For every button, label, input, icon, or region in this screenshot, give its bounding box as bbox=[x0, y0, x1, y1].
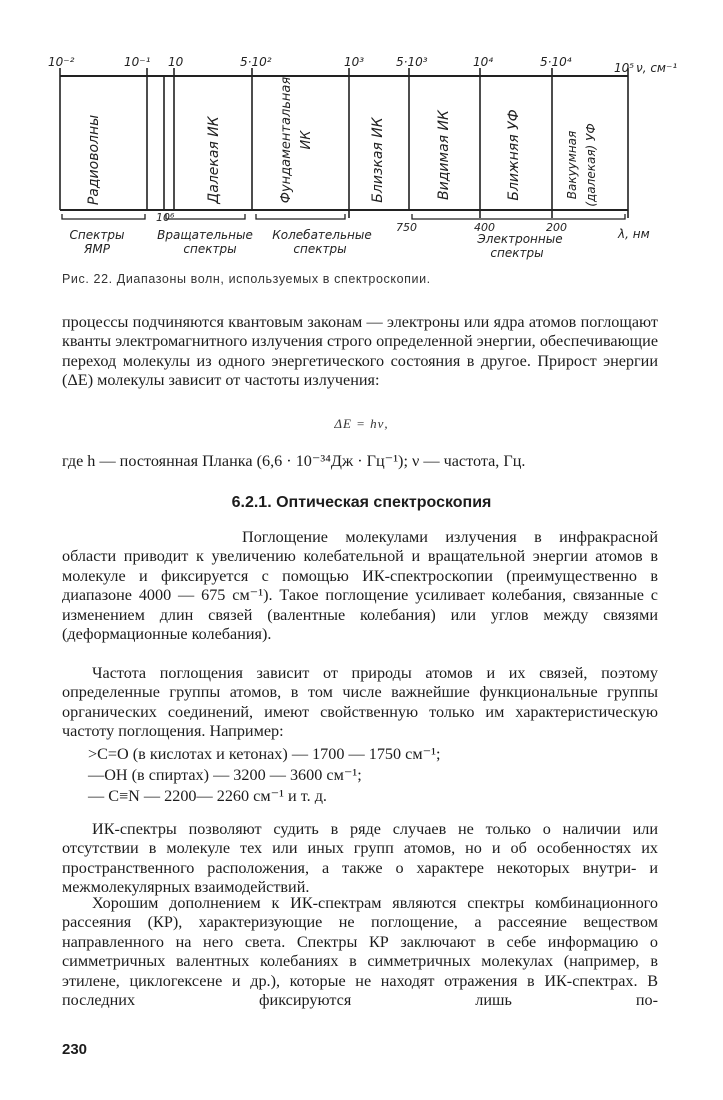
tick-10-minus-1: 10⁻¹ bbox=[124, 55, 151, 69]
label-el-1: Электронные bbox=[477, 232, 563, 246]
tick-400: 400 bbox=[474, 221, 495, 234]
region-far-ir: Далекая ИК bbox=[206, 116, 222, 204]
paragraph-1: процессы подчиняются квантовым законам — электроны или ядра атомов поглощают кванты электромагнитного излучения строго определенной энергии, обеспечивающие переход молекулы из одного энергетического состояния в другое. Прирост энергии (ΔE) молекулы зависит от частоты излучения: bbox=[62, 313, 658, 390]
tick-5e4: 5·10⁴ bbox=[540, 55, 572, 69]
label-rot-1: Вращательные bbox=[157, 228, 253, 242]
paragraph-6: Хорошим дополнением к ИК-спектрам являются спектры комбинационного рассеяния (КР), характеризующие не поглощение, а рассеяние веществом направленного на него света. Спектры КР заключают в себе информацию о симметричных валентных колебаниях в симметричных молекулах (например, в этилене, циклогексене и др.), которые не находят отражения в ИК-спектрах. В последних фиксируются лишь по- bbox=[62, 894, 658, 1010]
region-visible: Видимая ИК bbox=[436, 110, 452, 200]
bottom-axis-unit: λ, нм bbox=[618, 227, 650, 241]
label-rot-2: спектры bbox=[183, 242, 237, 256]
tick-1e5: 10⁵ bbox=[614, 61, 635, 75]
top-axis-unit: ν, см⁻¹ bbox=[636, 61, 678, 75]
paragraph-3-text: Поглощение молекулами излучения в инфракрасной области приводит к увеличению колебательной и вращательной энергии атомов в молекуле и фиксируется с помощью ИК-спектроскопии (преимущественно в диапазоне 4000 — 675 см⁻¹). Такое поглощение усиливает колебания, связанные с изменением длин связей (валентные колебания) или углов между связями (деформационные колебания). bbox=[62, 528, 658, 644]
list-item-carbonyl: >C=O (в кислотах и кетонах) — 1700 — 1750 см⁻¹; bbox=[88, 745, 441, 763]
region-vac-uv-line1: Вакуумная bbox=[565, 130, 579, 200]
region-fund-ir-line2: ИК bbox=[299, 130, 314, 150]
region-fund-ir-line1: Фундаментальная bbox=[279, 76, 294, 204]
tick-1e4: 10⁴ bbox=[473, 55, 494, 69]
tick-10-minus-2: 10⁻² bbox=[48, 55, 75, 69]
label-nmr-2: ЯМР bbox=[84, 242, 110, 256]
paragraph-2: где h — постоянная Планка (6,6 · 10⁻³⁴Дж · Гц⁻¹); ν — частота, Гц. bbox=[62, 452, 526, 470]
label-vib-1: Колебательные bbox=[272, 228, 372, 242]
figure-caption: Рис. 22. Диапазоны волн, используемых в спектроскопии. bbox=[62, 272, 431, 286]
wavelength-ranges-figure bbox=[0, 0, 723, 270]
paragraph-3 bbox=[62, 528, 658, 644]
formula: ΔE = hν, bbox=[334, 416, 389, 431]
tick-10: 10 bbox=[168, 55, 184, 69]
section-heading: 6.2.1. Оптическая спектроскопия bbox=[231, 494, 492, 511]
region-near-uv: Ближняя УФ bbox=[506, 109, 522, 201]
region-near-ir: Близкая ИК bbox=[370, 117, 386, 203]
region-vac-uv-line2: (далекая) УФ bbox=[584, 123, 598, 207]
tick-5e2: 5·10² bbox=[240, 55, 272, 69]
list-item-nitrile: — C≡N — 2200— 2260 см⁻¹ и т. д. bbox=[88, 787, 327, 805]
tick-200: 200 bbox=[546, 221, 567, 234]
paragraph-5: ИК-спектры позволяют судить в ряде случаев не только о наличии или отсутствии в молекуле тех или иных групп атомов, но и об особенностях их пространственного расположения, а также о характере некоторых внутри- и межмолекулярных взаимодействий. bbox=[62, 820, 658, 897]
label-el-2: спектры bbox=[490, 246, 544, 260]
paragraph-4: Частота поглощения зависит от природы атомов и их связей, поэтому определенные группы атомов, в том числе важнейшие функциональные группы органических соединений, имеют свойственную только им характеристическую частоту поглощения. Например: bbox=[62, 664, 658, 741]
list-item-hydroxyl: —OH (в спиртах) — 3200 — 3600 см⁻¹; bbox=[88, 766, 362, 784]
label-nmr-1: Спектры bbox=[69, 228, 125, 242]
tick-5e3: 5·10³ bbox=[396, 55, 428, 69]
label-vib-2: спектры bbox=[293, 242, 347, 256]
tick-1e3: 10³ bbox=[344, 55, 365, 69]
region-radio: Радиоволны bbox=[86, 114, 102, 206]
page-number: 230 bbox=[62, 1041, 88, 1058]
tick-750: 750 bbox=[396, 221, 417, 234]
tick-10-6: 10⁶ bbox=[156, 211, 175, 224]
